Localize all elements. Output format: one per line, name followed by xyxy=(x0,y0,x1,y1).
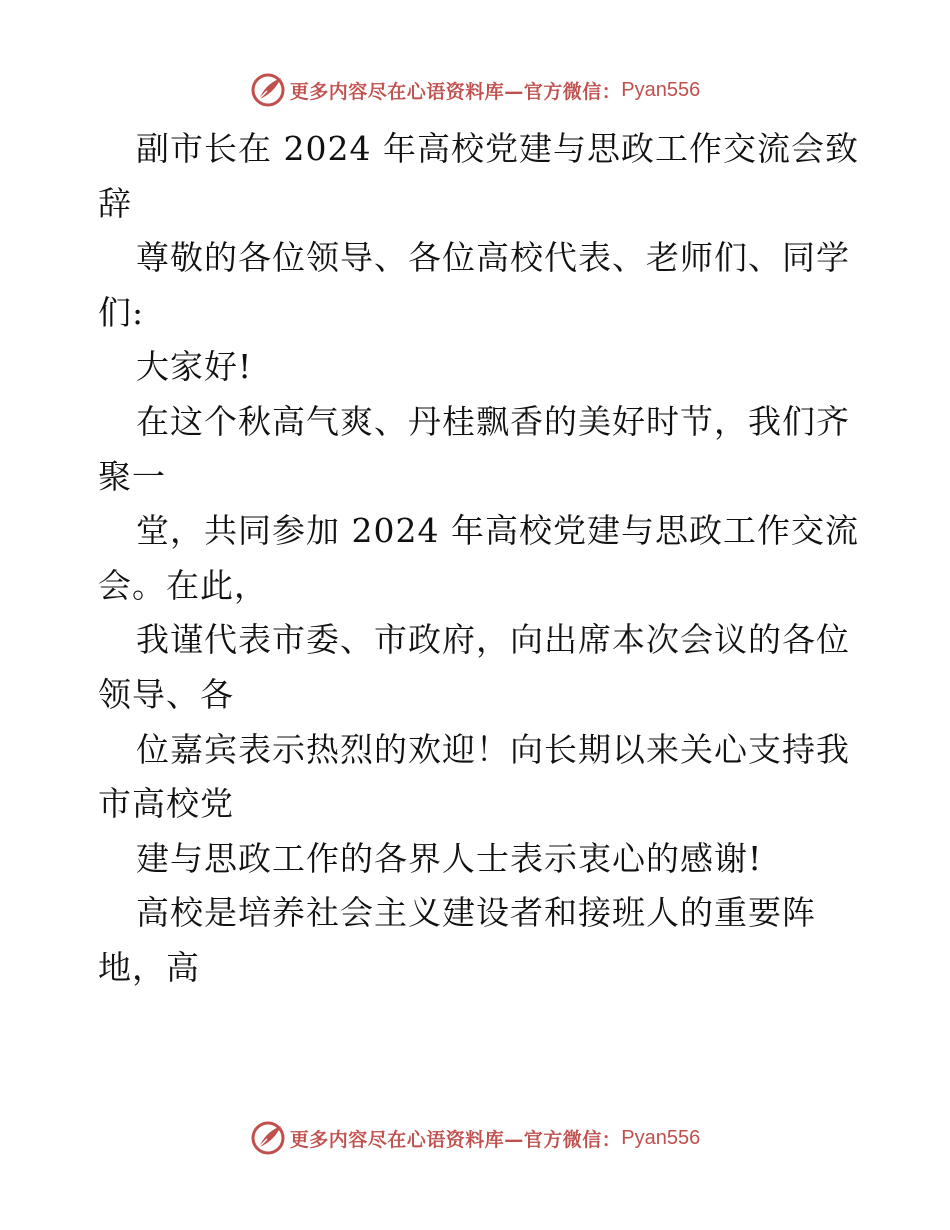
paragraph-line: 地，高 xyxy=(98,947,200,987)
header-watermark xyxy=(0,70,950,110)
paragraph-line: 位嘉宾表示热烈的欢迎！向长期以来关心支持我 xyxy=(136,729,850,769)
watermark-slogan: 更多内容尽在心语资料库—官方微信： xyxy=(289,1128,622,1151)
watermark-wechat-id: Pyan556 xyxy=(621,1126,701,1149)
document-title-line: 辞 xyxy=(98,183,132,223)
paragraph-line: 领导、各 xyxy=(98,674,234,714)
paragraph-line: 聚一 xyxy=(98,456,166,496)
paragraph-line: 在这个秋高气爽、丹桂飘香的美好时节，我们齐 xyxy=(136,401,850,441)
paragraph-line: 我谨代表市委、市政府，向出席本次会议的各位 xyxy=(136,620,850,660)
greeting-line: 大家好! xyxy=(136,347,253,387)
paragraph-line: 建与思政工作的各界人士表示衷心的感谢! xyxy=(136,838,763,878)
document-title-line: 副市长在 2024 年高校党建与思政工作交流会致 xyxy=(136,129,859,168)
paragraph-line: 会。在此， xyxy=(98,565,268,605)
feather-pen-icon xyxy=(250,1120,286,1156)
salutation-line: 尊敬的各位领导、各位高校代表、老师们、同学 xyxy=(136,238,850,278)
watermark-slogan: 更多内容尽在心语资料库—官方微信： xyxy=(289,80,622,103)
watermark-wechat-id: Pyan556 xyxy=(621,78,701,101)
paragraph-line: 高校是培养社会主义建设者和接班人的重要阵 xyxy=(136,893,816,933)
footer-watermark xyxy=(0,1118,950,1158)
salutation-line: 们: xyxy=(98,292,145,332)
paragraph-line: 堂，共同参加 2024 年高校党建与思政工作交流 xyxy=(136,511,859,551)
feather-pen-icon xyxy=(250,72,286,108)
paragraph-line: 市高校党 xyxy=(98,784,234,824)
document-body xyxy=(98,122,858,996)
